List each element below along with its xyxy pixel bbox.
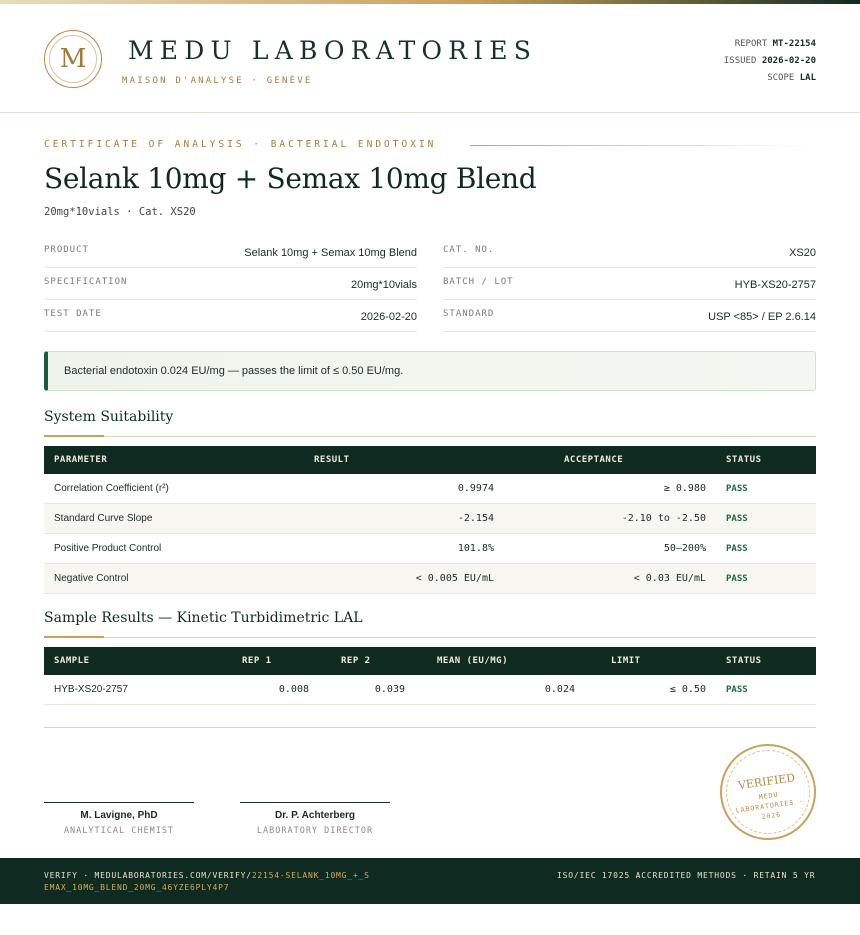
section-accent (44, 636, 104, 638)
signatory-role: LABORATORY DIRECTOR (256, 826, 374, 836)
table-row: Correlation Coefficient (r²) 0.9974 ≥ 0.980 PASS (44, 474, 816, 504)
brand-tagline: MAISON D'ANALYSE · GENÈVE (122, 76, 313, 86)
info-grid-right (443, 236, 816, 332)
report-meta: REPORT MT-22154 ISSUED 2026-02-20 SCOPE LAL (723, 39, 816, 83)
accreditation-note: ISO/IEC 17025 ACCREDITED METHODS · RETAIN 5 YR (557, 871, 816, 880)
info-grid-left (44, 236, 417, 332)
product-title: Selank 10mg + Semax 10mg Blend (44, 162, 537, 195)
verified-stamp: VERIFIED MEDU LABORATORIES · 2026 (714, 738, 822, 846)
eyebrow-divider (470, 145, 816, 146)
scope-value: LAL (799, 73, 816, 83)
signatory-role: ANALYTICAL CHEMIST (63, 826, 175, 836)
footer-bar (0, 858, 860, 904)
info-row: CAT. NO. XS20 (443, 236, 816, 268)
report-header (0, 4, 860, 113)
status-badge: PASS (716, 504, 816, 534)
section-divider (44, 637, 816, 638)
section-divider (44, 436, 816, 437)
table-row: Positive Product Control 101.8% 50–200% PASS (44, 534, 816, 564)
brand-name: MEDU LABORATORIES (128, 36, 538, 65)
report-number: MT-22154 (772, 39, 816, 49)
result-banner: Bacterial endotoxin 0.024 EU/mg — passes the limit of ≤ 0.50 EU/mg. (44, 351, 816, 391)
info-row: BATCH / LOT HYB-XS20-2757 (443, 268, 816, 300)
sample-results-table: SAMPLE REP 1 REP 2 MEAN (EU/MG) LIMIT STATUS HYB-XS20-2757 0.008 0.039 0.024 ≤ 0.50 PASS (44, 647, 816, 705)
lab-seal-logo: M (44, 30, 102, 88)
signature-divider (44, 727, 816, 728)
status-badge: PASS (716, 675, 816, 705)
table-row: Standard Curve Slope -2.154 -2.10 to -2.50 PASS (44, 504, 816, 534)
signatory-name: Dr. P. Achterberg (274, 810, 356, 821)
signatory-name: M. Lavigne, PhD (80, 810, 158, 821)
info-row: STANDARD USP <85> / EP 2.6.14 (443, 300, 816, 332)
status-badge: PASS (716, 564, 816, 594)
status-badge: PASS (716, 534, 816, 564)
sample-results-title: Sample Results — Kinetic Turbidimetric LAL (44, 610, 363, 626)
info-row: SPECIFICATION 20mg*10vials (44, 268, 417, 300)
info-row: PRODUCT Selank 10mg + Semax 10mg Blend (44, 236, 417, 268)
info-row: TEST DATE 2026-02-20 (44, 300, 417, 332)
certificate-eyebrow: CERTIFICATE OF ANALYSIS · BACTERIAL ENDOTOXIN (44, 139, 437, 150)
signature-block-chemist (44, 802, 194, 836)
status-badge: PASS (716, 474, 816, 504)
system-suitability-title: System Suitability (44, 409, 174, 425)
section-accent (44, 435, 104, 437)
table-row: Negative Control < 0.005 EU/mL < 0.03 EU/mL PASS (44, 564, 816, 594)
table-row: HYB-XS20-2757 0.008 0.039 0.024 ≤ 0.50 PASS (44, 675, 816, 705)
verify-link[interactable]: VERIFY · MEDULABORATORIES.COM/VERIFY/22154-SELANK_10MG_+_SEMAX_10MG_BLEND_20MG_46YZE6PLY4P7 (44, 871, 370, 892)
product-subtitle: 20mg*10vials · Cat. XS20 (44, 206, 196, 218)
issued-date: 2026-02-20 (761, 56, 816, 66)
signature-block-director (240, 802, 390, 836)
system-suitability-table: PARAMETER RESULT ACCEPTANCE STATUS Correlation Coefficient (r²) 0.9974 ≥ 0.980 PASS Standard Curve Slope -2.154 -2.10 to -2.50 PASS Positive Product Control 101.8% 50–200% PASS Negative Control < 0.005 EU/mL < 0.03 EU/mL PASS (44, 446, 816, 594)
